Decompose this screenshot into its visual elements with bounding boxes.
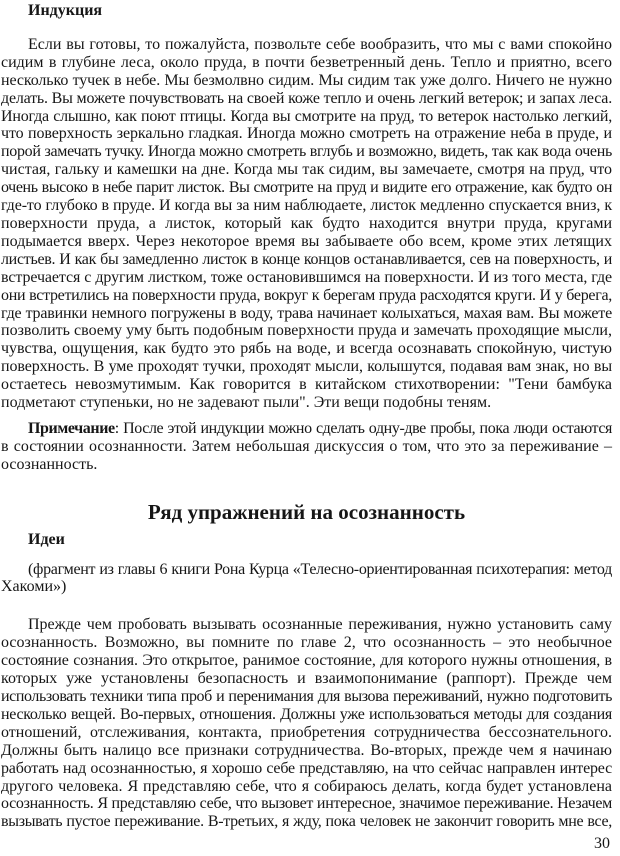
text-line: Если вы готовы, то пожалуйста, позвольте себе вообразить, что мы с вами спокойно — [28, 35, 612, 53]
text-line: работать над осознанностью, я хорошо себе представляю, на что сейчас направлен интерес — [1, 759, 612, 777]
text-line: другого человека. Я представляю себе, что я собираюсь делать, когда будет установлена — [1, 777, 612, 795]
text-line: несколько вещей. Во-первых, отношения. Должны уже использоваться методы для создания — [1, 705, 612, 723]
text-line: поверхности пруда, а листок, который как будто находится внутри пруда, кругами — [1, 214, 612, 232]
text-line: вызывать пустое переживание. В-третьих, я жду, пока человек не закончит говорить мне все, — [1, 813, 612, 831]
text-line: поверхность. В уме проходят тучки, проходят мысли, колышутся, подавая вам знак, но вы — [1, 358, 612, 376]
text-line: состояние сознания. Это открытое, ранимое состояние, для которого нужны отношения, в — [1, 652, 612, 670]
text-line: осознанность. — [1, 455, 98, 473]
text-line: Хакоми») — [1, 578, 67, 596]
text-line: чувства, ощущения, как будто это рябь на воде, и всегда осознавать спокойную, чистую — [1, 340, 612, 358]
paragraph-main-body — [1, 616, 612, 831]
text-line: позволить своему уму быть подобным поверхности пруда и замечать проходящие мысли, — [1, 322, 612, 340]
text-line: которых уже установлены безопасность и взаимопонимание (раппорт). Прежде чем — [1, 670, 612, 688]
text-line: в состоянии осознанности. Затем небольшая дискуссия о том, что это за переживание – — [1, 437, 612, 455]
paragraph-note — [1, 420, 612, 474]
text-line: они встретились на поверхности пруда, вокруг к берегам пруда расходятся круги. И у берега, — [1, 286, 612, 304]
text-line: Иногда слышно, как поют птицы. Когда вы смотрите на пруд, то ветерок настолько легкий, — [1, 107, 612, 125]
text-line: подметают ступеньки, но не задевают пыли". Эти вещи подобны теням. — [1, 394, 492, 412]
text-line: Прежде чем пробовать вызывать осознанные переживания, нужно установить саму — [28, 616, 612, 634]
text-line: листьев. И как бы замедленно листок в конце концов останавливается, сев на поверхность, и — [1, 250, 612, 268]
text-line: подымается вверх. Через некоторое время вы забываете обо всем, кроме этих летящих — [1, 232, 612, 250]
paragraph-fragment-source — [1, 561, 612, 597]
text-line: где травинки немного погружены в воду, трава начинает колыхаться, махая вам. Вы можете — [1, 304, 612, 322]
text-line: где-то глубоко в пруде. И когда вы за ним наблюдаете, листок медленно спускается вниз, к — [1, 197, 612, 215]
text-line: отношений, отслеживания, контакта, приобретения сотрудничества бессознательного. — [1, 723, 612, 741]
paragraph-induction — [1, 36, 612, 412]
text-line: встречается с другим листком, тоже остановившимся на поверхности. И из того места, где — [1, 268, 612, 286]
text-line: осознанность. Возможно, вы помните по главе 2, что осознанность – это необычное — [1, 634, 612, 652]
text-line: сидим в глубине леса, около пруда, в почти безветренный день. Тепло и приятно, всего — [1, 53, 612, 71]
text-line: что поверхность зеркально гладкая. Иногда можно смотреть на отражение неба в пруде, и — [1, 125, 612, 143]
text-line: (фрагмент из главы 6 книги Рона Курца «Телесно-ориентированная психотерапия: метод — [28, 560, 612, 578]
text-line: несколько тучек в небе. Мы безмолвно сидим. Мы сидим так уже долго. Ничего не нужно — [1, 71, 612, 89]
text-line: очень высоко в небе парит листок. Вы смотрите на пруд и видите его отражение, как будто он — [1, 179, 612, 197]
page-number: 30 — [594, 835, 610, 853]
heading-induction: Индукция — [28, 2, 103, 19]
text-line: осознанность. Я представляю себе, что вызовет интересное, значимое переживание. Незачем — [1, 795, 612, 813]
heading-ideas: Идеи — [28, 530, 65, 548]
text-line: Примечание: После этой индукции можно сделать одну-две пробы, пока люди остаются — [28, 419, 612, 437]
text-line: Должны быть налицо все признаки сотрудничества. Во-вторых, прежде чем я начинаю — [1, 741, 612, 759]
section-title-exercises: Ряд упражнений на осознанность — [147, 499, 466, 524]
bold-run: Примечание — [28, 419, 115, 437]
text-line: делать. Вы можете почувствовать на своей коже тепло и очень легкий ветерок; и запах леса. — [1, 89, 612, 107]
text-line: использовать техники типа проб и перенимания для вызова переживаний, нужно подготовить — [1, 688, 612, 705]
text-line: чистая, гальку и камешки на дне. Когда мы так сидим, вы замечаете, смотря на пруд, что — [1, 161, 612, 179]
text-line: порой замечать тучку. Иногда можно смотреть вглубь и возможно, видеть, так как вода очень — [1, 143, 612, 161]
text-line: остаетесь невозмутимым. Как говорится в китайском стихотворении: "Тени бамбука — [1, 376, 612, 394]
